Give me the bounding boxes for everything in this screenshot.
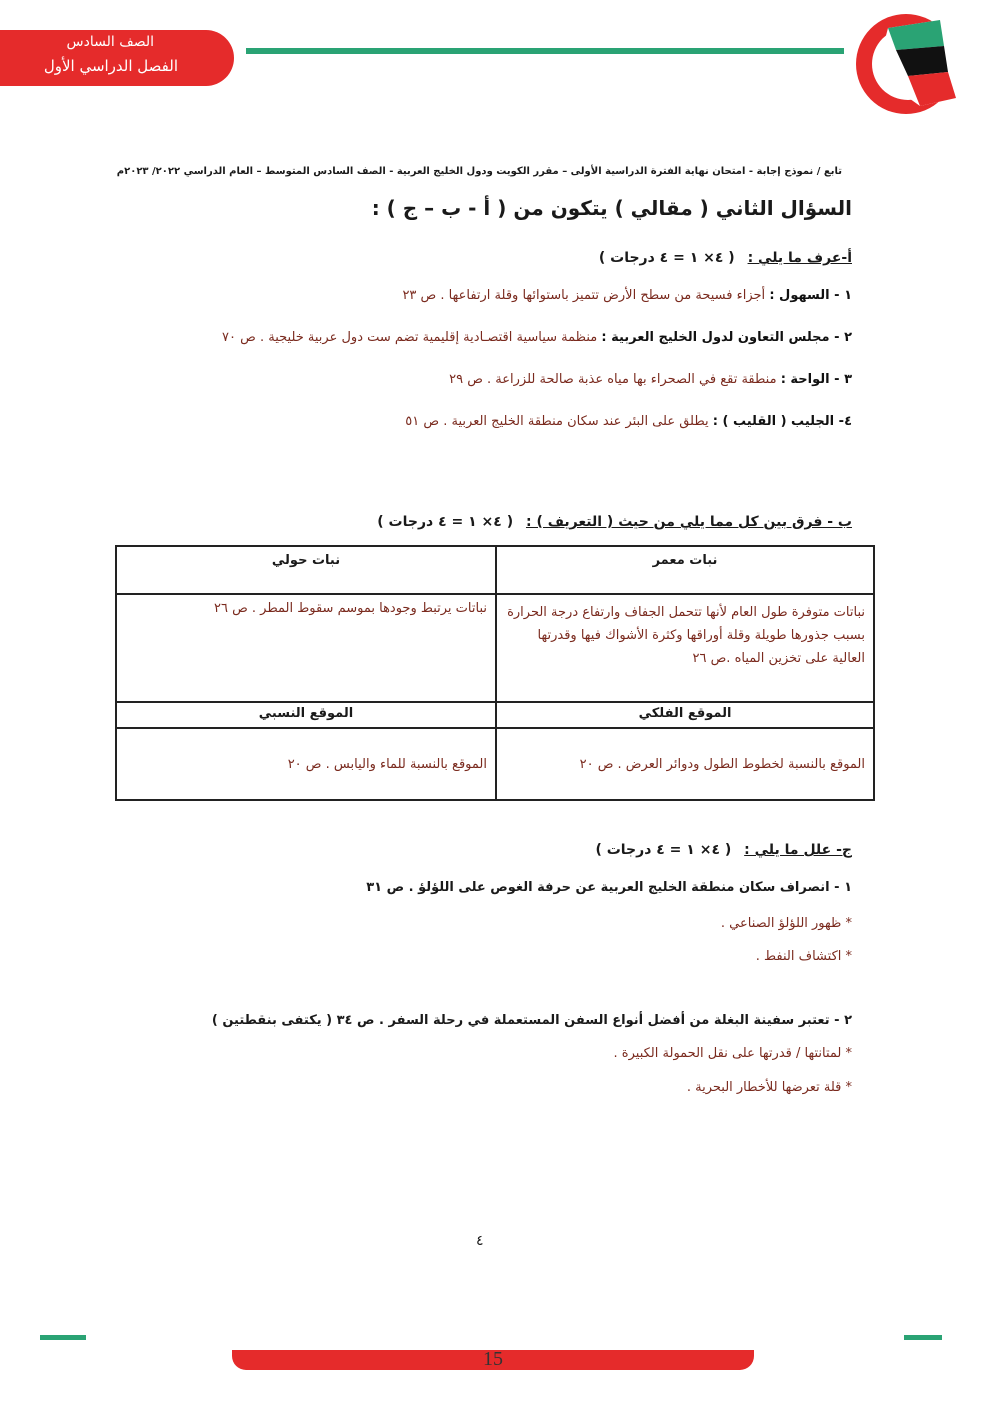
header-astronomical-location: الموقع الفلكي	[496, 702, 874, 728]
definition-text: يطلق على البئر عند سكان منطقة الخليج العربية . ص ٥١	[405, 414, 709, 429]
annual-definition: نباتات يرتبط وجودها بموسم سقوط المطر . ص ٢٦	[116, 594, 496, 702]
question-title: السؤال الثاني ( مقالي ) يتكون من ( أ - ب – ج ) :	[371, 196, 852, 220]
definition-item	[222, 330, 852, 345]
section-c-title: ج- علل ما يلي :	[744, 842, 852, 858]
exam-header: تابع / نموذج إجابة - امتحان نهاية الفترة الدراسية الأولى – مقرر الكويت ودول الخليج العربية - الصف السادس المتوسط – العام الدراسي ٢٠٢٢/ ٢٠٢٣م	[116, 166, 842, 177]
inner-page-number: ٤	[476, 1233, 484, 1249]
section-a-title: أ-عرف ما يلي :	[747, 250, 852, 266]
reason-question-1: ١ - انصراف سكان منطقة الخليج العربية عن حرفة الغوص على اللؤلؤ . ص ٣١	[366, 880, 852, 895]
definition-text: أجزاء فسيحة من سطح الأرض تتميز باستوائها وقلة ارتفاعها . ص ٢٣	[402, 288, 766, 303]
header-annual: نبات حولي	[116, 546, 496, 594]
section-b-marks: ( ٤× ١ = ٤ درجات )	[377, 514, 514, 530]
header-divider	[246, 48, 844, 54]
reason-answer: * لمتانتها / قدرتها على نقل الحمولة الكبيرة .	[613, 1046, 852, 1061]
kuwait-map-logo	[848, 6, 968, 116]
footer-right-bar	[904, 1335, 942, 1340]
definition-term: ٤- الجليب ( القليب ) :	[712, 414, 852, 429]
reason-answer: * اكتشاف النفط .	[755, 949, 852, 964]
section-c-heading	[595, 842, 852, 858]
definition-text: منطقة تقع في الصحراء بها مياه عذبة صالحة للزراعة . ص ٢٩	[449, 372, 777, 387]
section-a-heading	[599, 250, 852, 266]
footer-left-bar	[40, 1335, 86, 1340]
definition-term: ١ - السهول :	[769, 288, 852, 303]
definition-term: ٣ - الواحة :	[780, 372, 852, 387]
section-b-heading	[377, 514, 852, 530]
header-perennial: نبات معمر	[496, 546, 874, 594]
definition-item	[405, 414, 852, 429]
page-number: 15	[483, 1348, 503, 1370]
section-b-title: ب - فرق بين كل مما يلي من حيث ( التعريف ) :	[525, 514, 852, 530]
perennial-definition: نباتات متوفرة طول العام لأنها تتحمل الجفاف وارتفاع درجة الحرارة بسبب جذورها طويلة وقلة أوراقها وكثرة الأشواك فيها وقدرتها العالية على تخزين المياه .ص ٢٦	[496, 594, 874, 702]
reason-answer: * قلة تعرضها للأخطار البحرية .	[686, 1080, 852, 1095]
astronomical-location-definition: الموقع بالنسبة لخطوط الطول ودوائر العرض . ص ٢٠	[496, 728, 874, 800]
badge-grade: الصف السادس	[66, 34, 154, 50]
definition-item	[449, 372, 852, 387]
comparison-table	[115, 545, 875, 801]
section-a-marks: ( ٤× ١ = ٤ درجات )	[598, 250, 735, 266]
definition-text: منظمة سياسية اقتصـادية إقليمية تضم ست دول عربية خليجية . ص ٧٠	[222, 330, 598, 345]
definition-item	[402, 288, 852, 303]
definition-term: ٢ - مجلس التعاون لدول الخليج العربية :	[601, 330, 852, 345]
reason-question-2: ٢ - تعتبر سفينة البغلة من أفضل أنواع السفن المستعملة في رحلة السفر . ص ٣٤ ( يكتفى بنقطتين )	[211, 1013, 852, 1028]
grade-badge	[0, 30, 234, 86]
header-relative-location: الموقع النسبي	[116, 702, 496, 728]
relative-location-definition: الموقع بالنسبة للماء واليابس . ص ٢٠	[116, 728, 496, 800]
reason-answer: * ظهور اللؤلؤ الصناعي .	[720, 916, 852, 931]
section-c-marks: ( ٤× ١ = ٤ درجات )	[595, 842, 732, 858]
badge-term: الفصل الدراسي الأول	[43, 57, 178, 75]
